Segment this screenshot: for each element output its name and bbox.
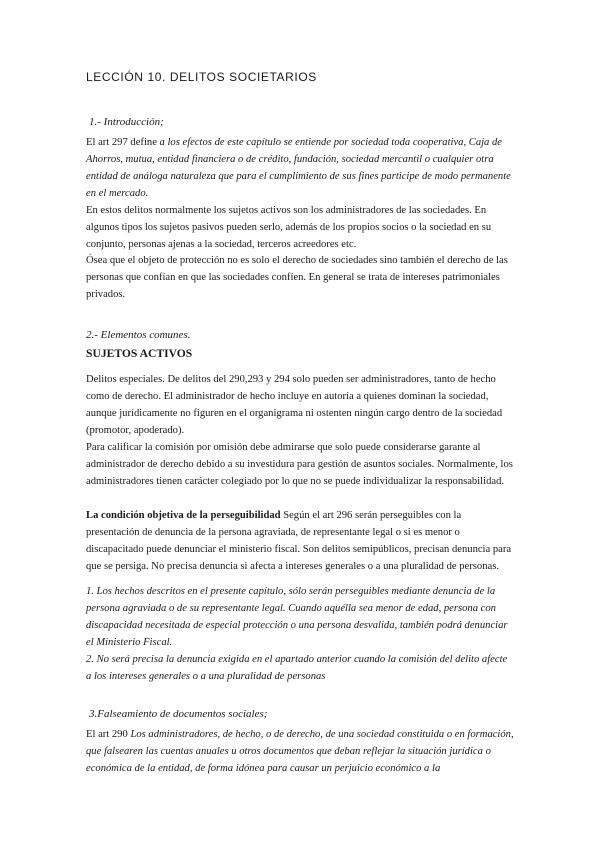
perseguibilidad-text: Según el art 296 serán perseguibles con la presentación de denuncia de la persona agraviada, de representante legal o si es menor o discapacitado puede denunciar el ministerio fiscal. Son delitos semipúblicos, precisan denuncia para que se persiga. No precisa denuncia si afecta a intereses generales o a una pluralidad de personas. [86,510,512,572]
section-1-heading: 1.- Introducción; [89,116,164,128]
art-290-quote: Los administradores, de hecho, o de derecho, de una sociedad constituida o en formación, que falsearen las cuentas anuales u otros documentos que deban reflejar la situación jurídica o económica de la entidad, de forma idónea para causar un perjuicio económico a la [86,729,514,774]
section-1-paragraph-2: En estos delitos normalmente los sujetos activos son los administradores de las sociedades. En algunos tipos los sujetos pasivos pueden serlo, además de los propios socios o la sociedad en su conjunto, personas ajenas a la sociedad, terceros acreedores etc. [86,205,492,250]
section-3-paragraph-1 [86,726,514,777]
section-2-paragraph-3 [86,507,514,575]
section-2-paragraph-2: Para calificar la comisión por omisión debe admirarse que solo puede considerarse garante al administrador de derecho debido a su investidura para gestión de asuntos sociales. Normalmente, los administradores tienen carácter colegiado por lo que no se puede individualizar la responsabilidad. [86,442,513,487]
section-3-heading: 3.Falseamiento de documentos sociales; [89,708,268,720]
art-296-quote-1: 1. Los hechos descritos en el presente capítulo, sólo serán perseguibles mediante denuncia de la persona agraviada o de su representante legal. Cuando aquélla sea menor de edad, persona con discapacidad necesitada de especial protección o una persona desvalida, también podrá denunciar el Ministerio Fiscal. [86,586,508,648]
subheading-sujetos-activos: SUJETOS ACTIVOS [86,347,193,360]
perseguibilidad-term: La condición objetiva de la perseguibilidad [86,510,281,521]
lesson-title: LECCIÓN 10. DELITOS SOCIETARIOS [86,70,317,84]
art-296-quote-2: 2. No será precisa la denuncia exigida en el apartado anterior cuando la comisión del delito afecte a los intereses generales o a una pluralidad de personas [86,654,508,682]
section-2-paragraph-1: Delitos especiales. De delitos del 290,293 y 294 solo pueden ser administradores, tanto de hecho como de derecho. El administrador de hecho incluye en autoría a quienes dominan la sociedad, aunque jurídicamente no figuren en el organigrama ni ostenten ningún cargo dentro de la sociedad (promotor, apoderado). [86,374,503,436]
art-297-quote: a los efectos de este capítulo se entiende por sociedad toda cooperativa, Caja de Ahorros, mutua, entidad financiera o de crédito, fundación, sociedad mercantil o cualquier otra entidad de análoga naturaleza que para el cumplimiento de sus fines participe de modo permanente en el mercado. [86,137,511,199]
section-1-paragraph-1 [86,134,514,202]
paragraph-lead: El art 297 define [86,137,160,148]
section-2-heading: 2.- Elementos comunes. [86,329,191,341]
section-1-paragraph-3: Ósea que el objeto de protección no es solo el derecho de sociedades sino también el derecho de las personas que confían en que las sociedades confíen. En general se trata de intereses patrimoniales privados. [86,255,508,300]
paragraph-lead: El art 290 [86,729,131,740]
